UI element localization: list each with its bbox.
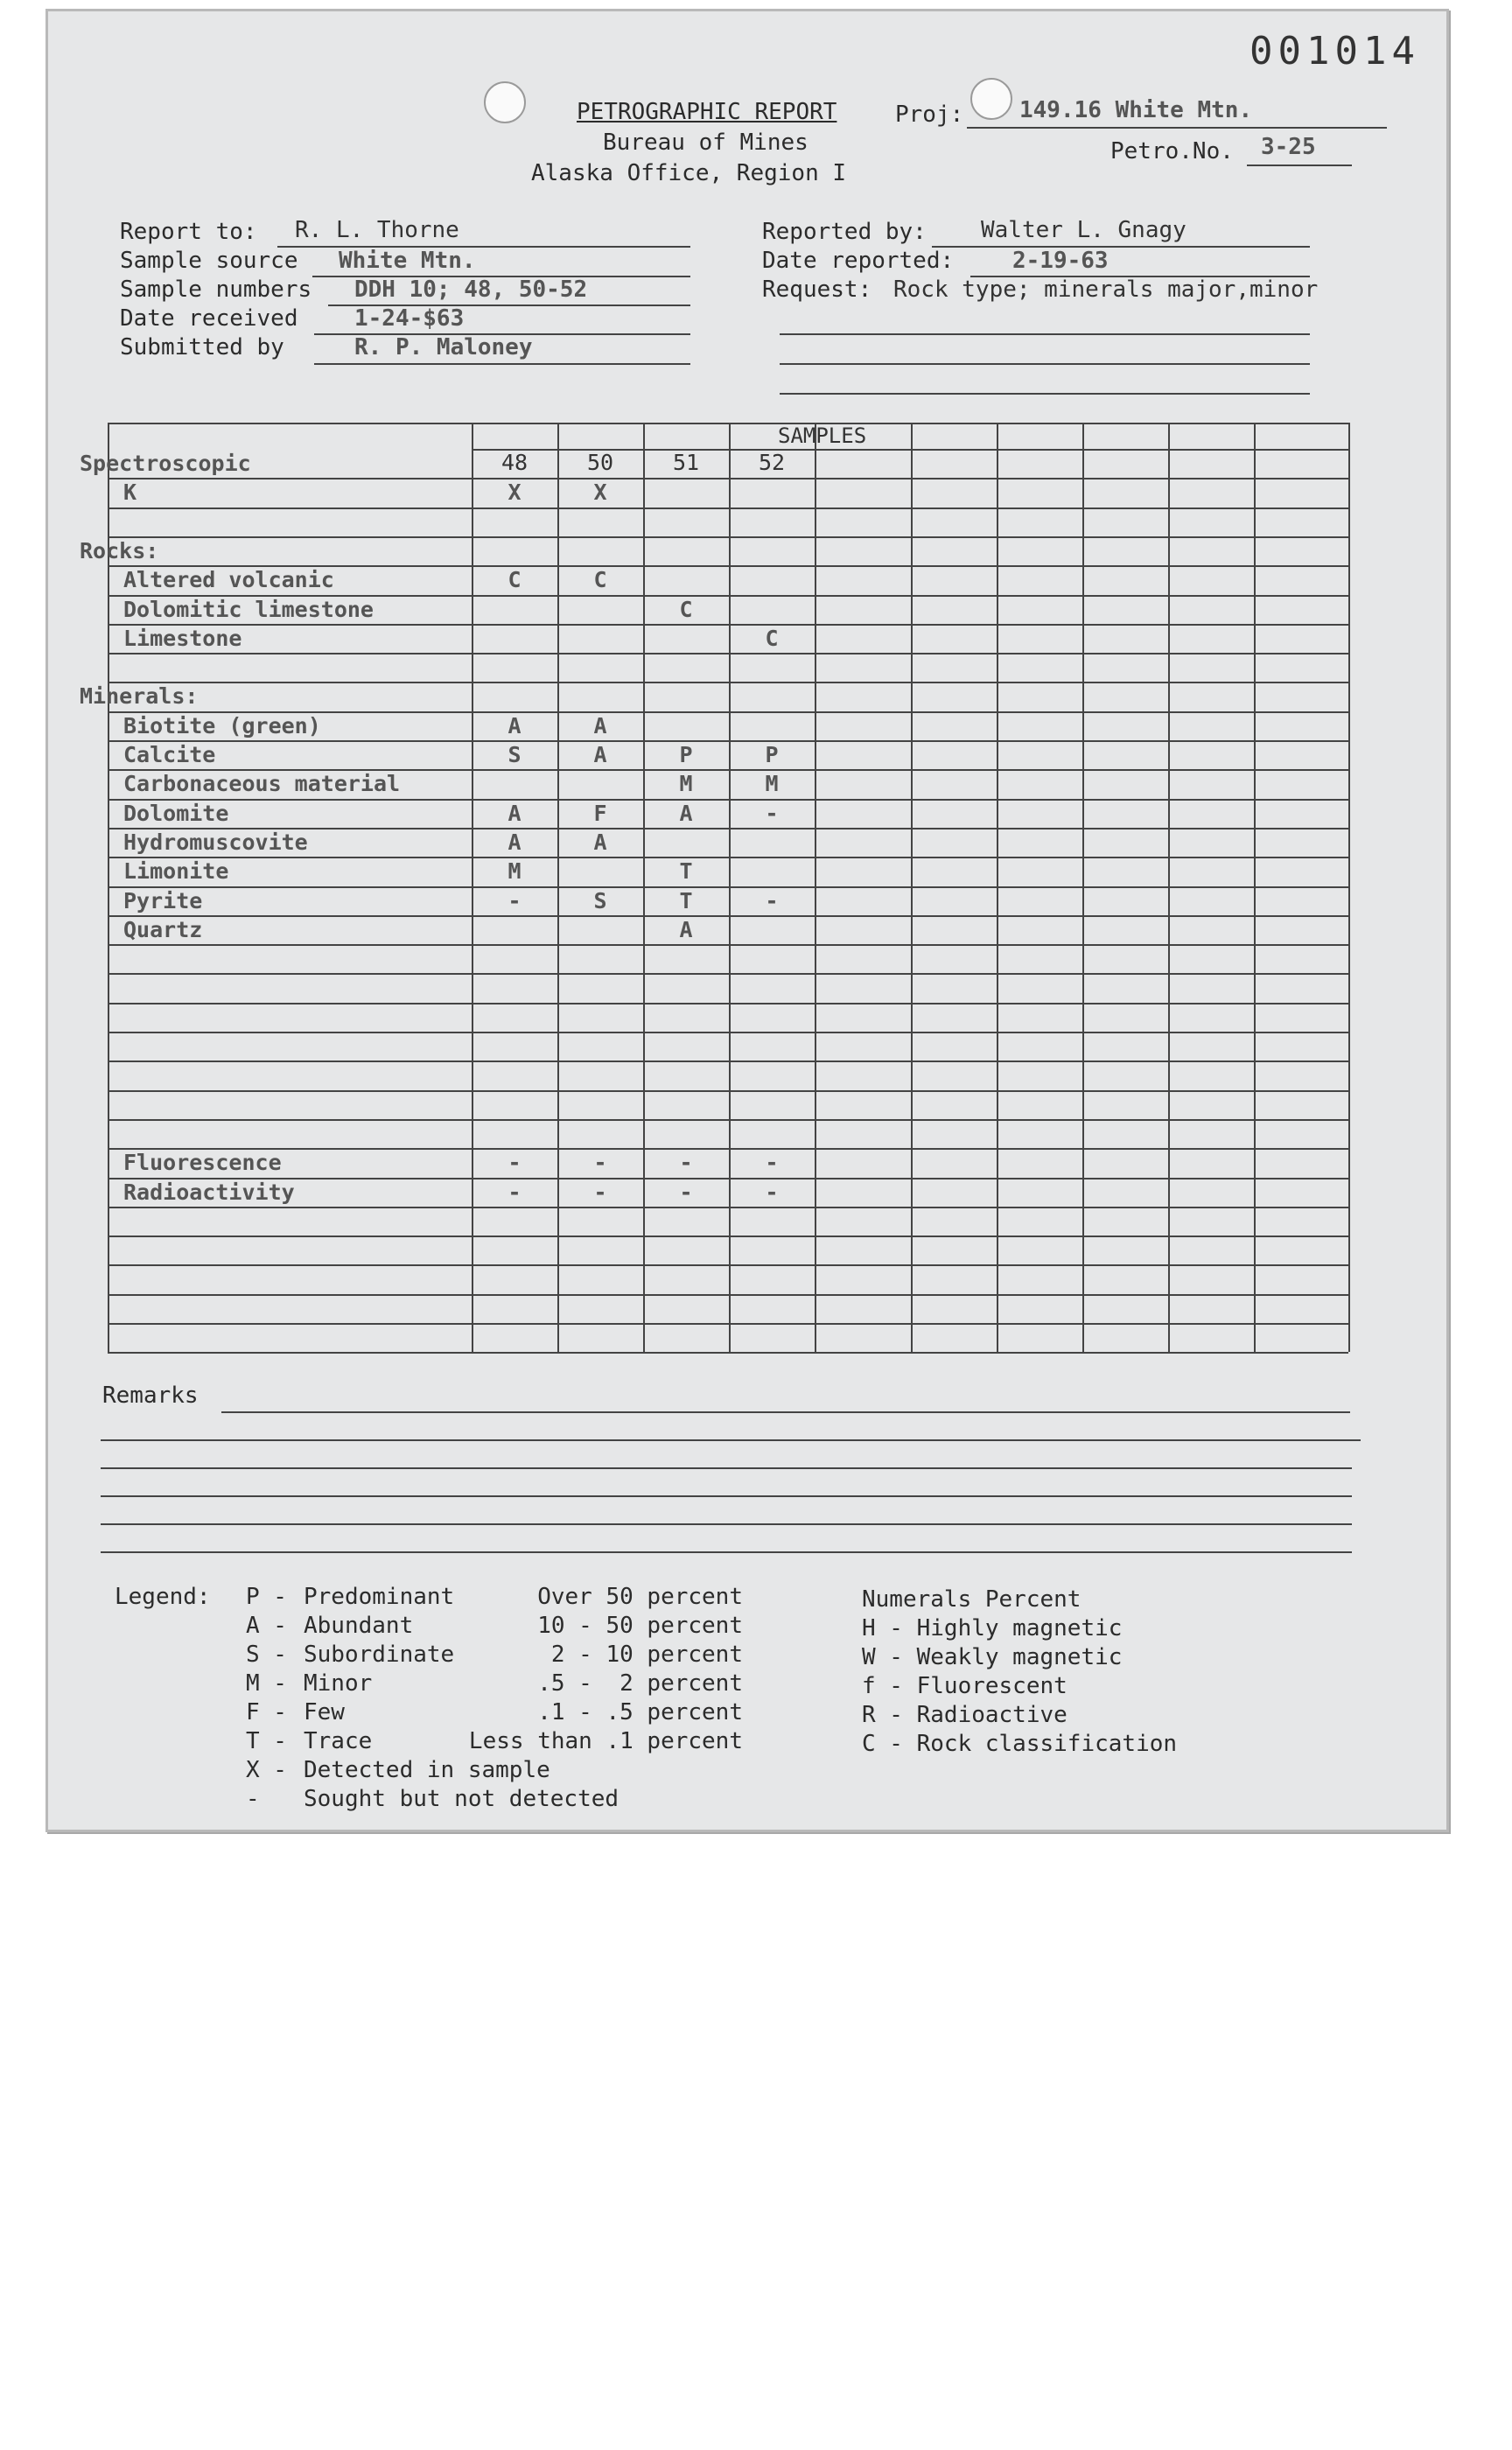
agency-name: Bureau of Mines <box>603 130 808 156</box>
table-cell-value: A <box>508 800 522 826</box>
table-row-line <box>108 1003 1348 1004</box>
legend-code: M - <box>246 1670 287 1697</box>
table-cell-value: A <box>508 829 522 855</box>
table-top-border <box>108 423 1348 424</box>
reported-by-value: Walter L. Gnagy <box>981 217 1186 243</box>
table-cell-value: - <box>593 1150 607 1176</box>
table-cell-value: X <box>593 480 607 506</box>
table-row-line <box>108 973 1348 975</box>
table-row-label: Dolomite <box>123 800 229 826</box>
table-cell-value: F <box>593 800 607 826</box>
submitted-by-label: Submitted by <box>120 334 284 360</box>
petro-value: 3-25 <box>1261 134 1316 160</box>
request-line-1 <box>780 333 1310 335</box>
table-row-line <box>108 1352 1348 1354</box>
request-label: Request: <box>762 276 872 303</box>
legend-right-item: R - Radioactive <box>862 1702 1068 1728</box>
table-row-line <box>108 1119 1348 1121</box>
table-section-heading: Rocks: <box>80 537 159 564</box>
table-cell-value: X <box>508 480 522 506</box>
legend-right-item: H - Highly magnetic <box>862 1615 1123 1642</box>
sample-numbers-value: DDH 10; 48, 50-52 <box>354 276 588 303</box>
table-row-line <box>108 1294 1348 1296</box>
remarks-line-6 <box>101 1551 1352 1553</box>
legend-range: .1 - .5 percent <box>537 1699 743 1726</box>
table-row-line <box>108 653 1348 654</box>
legend-code: P - <box>246 1584 287 1610</box>
table-row-line <box>108 1032 1348 1033</box>
legend-name: Sought but not detected <box>304 1786 620 1812</box>
table-row-label: Limonite <box>123 858 229 885</box>
proj-underline <box>967 127 1387 129</box>
report-to-value: R. L. Thorne <box>295 217 459 243</box>
table-row-line <box>108 1264 1348 1266</box>
report-title: PETROGRAPHIC REPORT <box>577 99 837 125</box>
table-row-label: K <box>123 480 137 506</box>
report-sheet <box>46 9 1449 1832</box>
table-row-line <box>108 536 1348 538</box>
table-cell-value: T <box>679 887 693 914</box>
table-cell-value: M <box>765 771 779 797</box>
proj-label: Proj: <box>895 102 964 128</box>
legend-range: .5 - 2 percent <box>537 1670 743 1697</box>
table-cell-value: - <box>765 1179 779 1205</box>
remarks-line-5 <box>101 1523 1352 1525</box>
legend-label: Legend: <box>115 1584 211 1610</box>
table-cell-value: S <box>593 887 607 914</box>
proj-value: 149.16 White Mtn. <box>1019 97 1253 123</box>
request-line-2 <box>780 363 1310 365</box>
petro-label: Petro.No. <box>1110 138 1234 164</box>
table-row-label: Biotite (green) <box>123 712 321 738</box>
table-row-line <box>108 1060 1348 1062</box>
remarks-line-2 <box>101 1439 1361 1441</box>
request-value: Rock type; minerals major,minor <box>893 276 1319 303</box>
table-cell-value: - <box>679 1150 693 1176</box>
sample-source-value: White Mtn. <box>339 248 476 274</box>
request-line-3 <box>780 393 1310 395</box>
table-cell-value: - <box>508 1150 522 1176</box>
table-cell-value: A <box>679 916 693 942</box>
legend-right-item: W - Weakly magnetic <box>862 1644 1123 1670</box>
table-row-label: Quartz <box>123 916 203 942</box>
legend-name: Trace <box>304 1728 373 1754</box>
reported-by-label: Reported by: <box>762 219 927 245</box>
reported-by-line <box>932 246 1310 248</box>
table-section-heading: Minerals: <box>80 683 199 710</box>
legend-code: X - <box>246 1757 287 1783</box>
table-row-label: Radioactivity <box>123 1179 295 1205</box>
table-row-line <box>108 1090 1348 1092</box>
legend-range: Less than .1 percent <box>468 1728 743 1754</box>
legend-range: 2 - 10 percent <box>537 1642 743 1668</box>
table-cell-value: T <box>679 858 693 885</box>
petro-underline <box>1247 164 1352 166</box>
legend-name: Abundant <box>304 1613 414 1639</box>
table-cell-value: - <box>508 887 522 914</box>
table-cell-value: C <box>679 596 693 622</box>
legend-code: F - <box>246 1699 287 1726</box>
table-row-label: Pyrite <box>123 887 203 914</box>
table-row-label: Hydromuscovite <box>123 829 308 855</box>
table-row-line <box>108 478 1348 480</box>
table-row-line <box>108 857 1348 858</box>
table-row-label: Fluorescence <box>123 1150 282 1176</box>
date-received-label: Date received <box>120 305 298 332</box>
table-cell-value: C <box>508 567 522 593</box>
date-received-value: 1-24-$63 <box>354 305 465 332</box>
legend-name: Detected in sample <box>304 1757 550 1783</box>
remarks-line-1 <box>221 1411 1350 1413</box>
date-reported-value: 2-19-63 <box>1012 248 1109 274</box>
table-cell-value: A <box>508 712 522 738</box>
table-row-line <box>108 944 1348 946</box>
table-row-line <box>108 799 1348 801</box>
table-row-label: Calcite <box>123 742 216 767</box>
table-row-label: Limestone <box>123 625 242 651</box>
table-cell-value: A <box>593 829 607 855</box>
punch-hole-left <box>484 81 526 123</box>
legend-code: A - <box>246 1613 287 1639</box>
remarks-line-3 <box>101 1467 1352 1469</box>
legend-range: 10 - 50 percent <box>537 1613 743 1639</box>
sample-column-header: 48 <box>500 450 528 475</box>
table-row-label: Carbonaceous material <box>123 771 401 797</box>
table-row-line <box>108 1148 1348 1150</box>
legend-right-item: Numerals Percent <box>862 1586 1082 1613</box>
table-row-line <box>108 508 1348 509</box>
sample-column-header: 50 <box>586 450 614 475</box>
samples-header: SAMPLES <box>778 424 867 448</box>
table-cell-value: M <box>508 858 522 885</box>
submitted-by-value: R. P. Maloney <box>354 334 533 360</box>
legend-range: Over 50 percent <box>537 1584 743 1610</box>
remarks-line-4 <box>101 1495 1352 1497</box>
table-row-line <box>108 886 1348 888</box>
table-cell-value: - <box>765 800 779 826</box>
sample-column-header: 51 <box>672 450 700 475</box>
table-row-line <box>108 1236 1348 1237</box>
legend-name: Few <box>304 1699 345 1726</box>
remarks-label: Remarks <box>102 1382 199 1409</box>
office-name: Alaska Office, Region I <box>531 160 847 186</box>
legend-code: T - <box>246 1728 287 1754</box>
table-cell-value: P <box>679 742 693 767</box>
table-cell-value: - <box>593 1179 607 1205</box>
sample-source-label: Sample source <box>120 248 298 274</box>
table-row-line <box>108 624 1348 626</box>
table-cell-value: A <box>679 800 693 826</box>
table-section-heading: Spectroscopic <box>80 451 251 476</box>
table-cell-value: - <box>679 1179 693 1205</box>
sample-column-header: 52 <box>758 450 786 475</box>
table-row-label: Altered volcanic <box>123 567 334 593</box>
legend-right-item: f - Fluorescent <box>862 1673 1068 1699</box>
table-cell-value: C <box>765 625 779 651</box>
punch-hole-right <box>970 78 1012 120</box>
legend-name: Minor <box>304 1670 373 1697</box>
sample-numbers-label: Sample numbers <box>120 276 312 303</box>
table-row-line <box>108 740 1348 742</box>
report-to-label: Report to: <box>120 219 257 245</box>
legend-name: Predominant <box>304 1584 455 1610</box>
document-number: 001014 <box>1250 29 1420 74</box>
table-row-line <box>108 915 1348 917</box>
submitted-by-line <box>314 363 690 365</box>
table-cell-value: P <box>765 742 779 767</box>
table-cell-value: - <box>765 1150 779 1176</box>
legend-right-item: C - Rock classification <box>862 1731 1178 1757</box>
table-cell-value: M <box>679 771 693 797</box>
table-column-line <box>1348 423 1350 1352</box>
legend-code: - <box>246 1786 260 1812</box>
table-cell-value: A <box>593 742 607 767</box>
table-cell-value: - <box>765 887 779 914</box>
legend-code: S - <box>246 1642 287 1668</box>
table-row-line <box>108 682 1348 683</box>
legend-name: Subordinate <box>304 1642 455 1668</box>
table-cell-value: S <box>508 742 522 767</box>
table-row-line <box>108 1207 1348 1208</box>
table-cell-value: - <box>508 1179 522 1205</box>
table-row-line <box>108 1323 1348 1325</box>
date-reported-label: Date reported: <box>762 248 955 274</box>
table-cell-value: C <box>593 567 607 593</box>
table-row-label: Dolomitic limestone <box>123 596 374 622</box>
table-cell-value: A <box>593 712 607 738</box>
